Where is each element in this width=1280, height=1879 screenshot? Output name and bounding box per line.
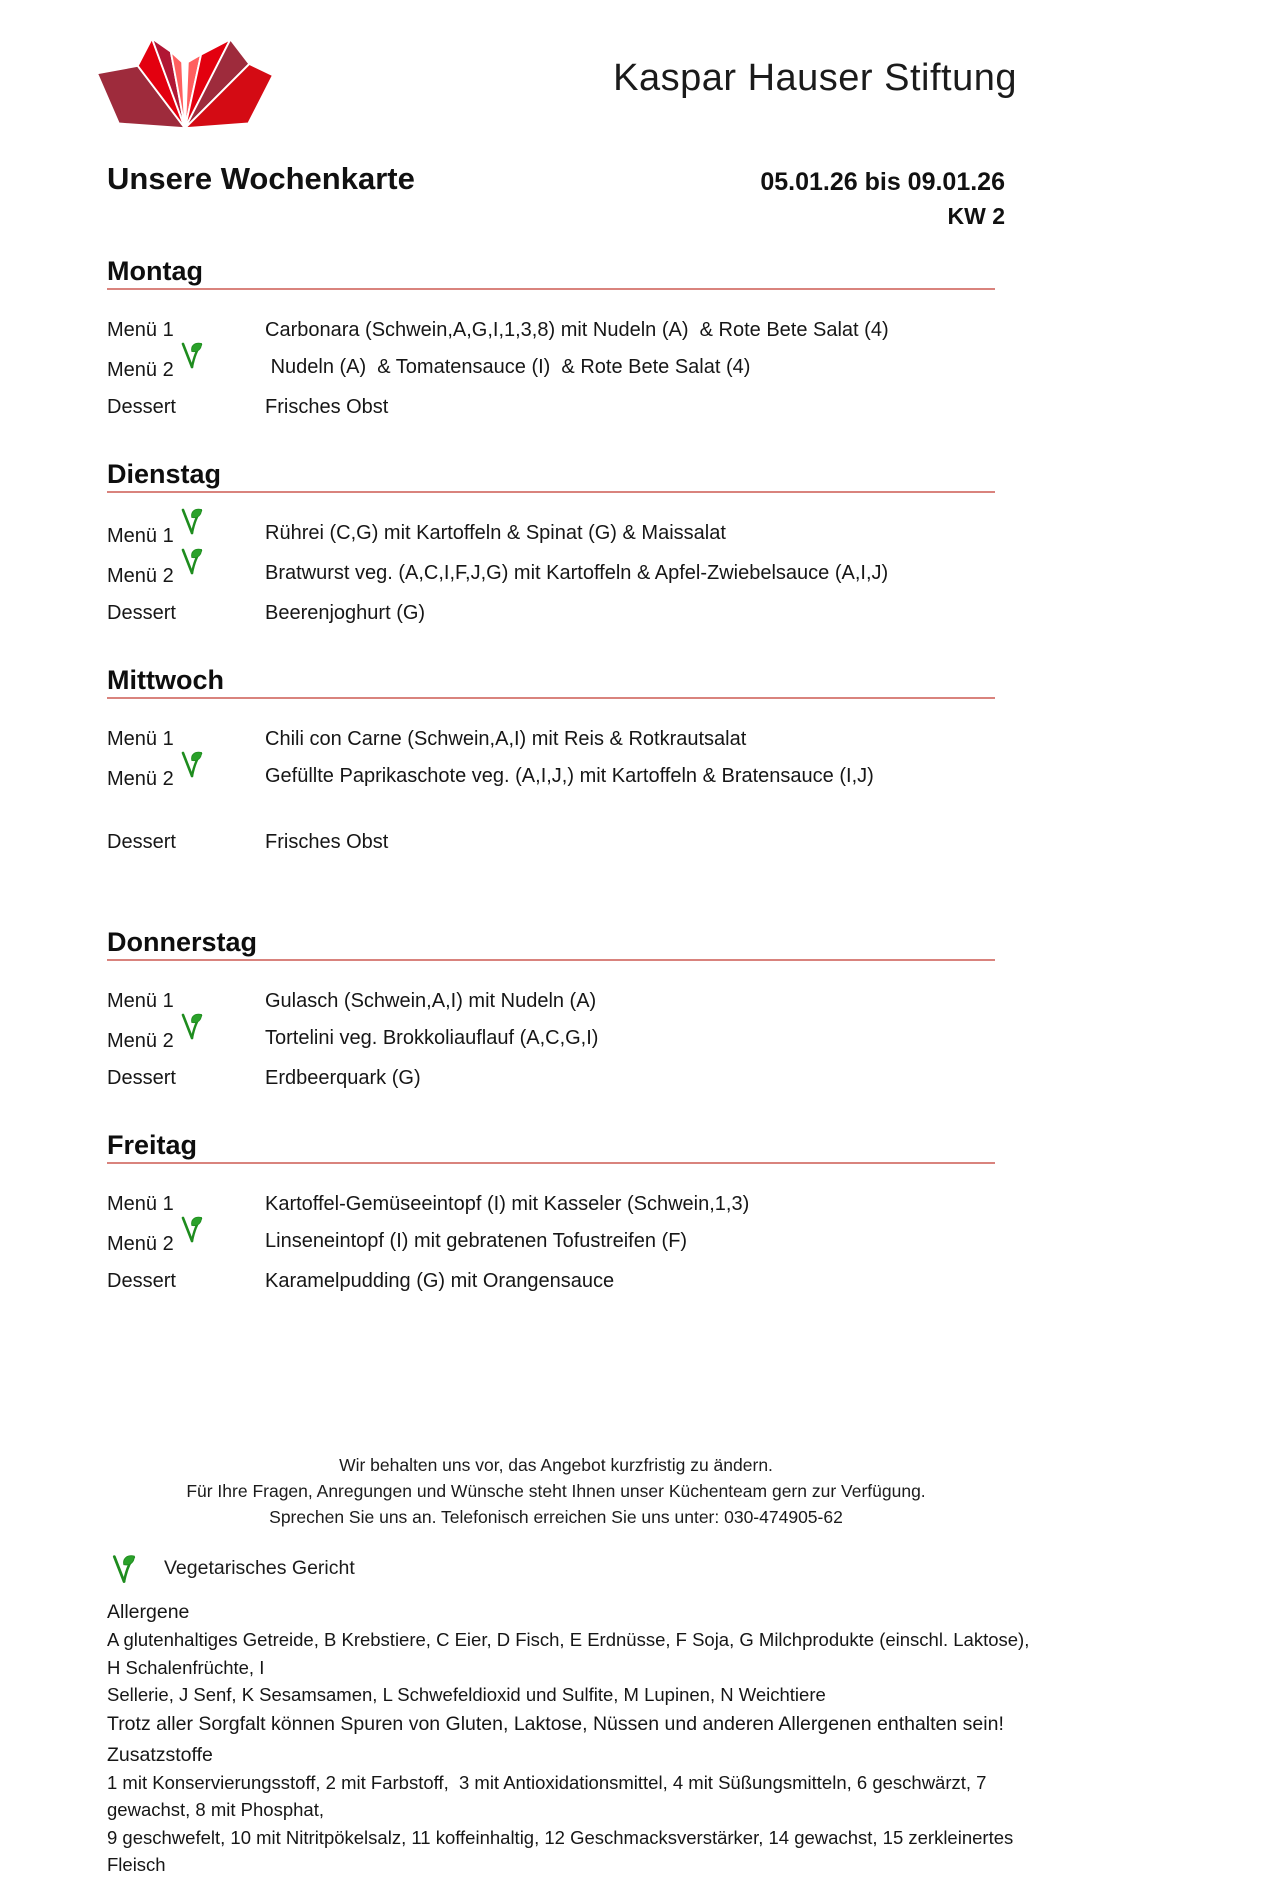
menu-row-dish: Kartoffel-Gemüseeintopf (I) mit Kasseler (Schwein,1,3) (265, 1193, 750, 1216)
menu-row-label: Dessert (107, 602, 176, 625)
menu-row-dish: Gulasch (Schwein,A,I) mit Nudeln (A) (265, 990, 597, 1013)
menu-row-label: Dessert (107, 1067, 176, 1090)
menu-row-label: Menü 1 (107, 728, 174, 751)
menu-row-dish: Karamelpudding (G) mit Orangensauce (265, 1270, 615, 1293)
menu-row-dish: Frisches Obst (265, 396, 389, 419)
menu-row (107, 389, 1005, 426)
day-section-donnerstag (107, 927, 1005, 1097)
day-heading: Montag (107, 256, 995, 290)
weekly-menu-page (107, 0, 1035, 1879)
menu-row (107, 312, 1005, 349)
day-heading: Freitag (107, 1130, 995, 1164)
menu-row-label: Menü 1 (107, 990, 174, 1013)
menu-row (107, 1060, 1005, 1097)
calendar-week: KW 2 (947, 203, 1005, 229)
menu-row-dish: Carbonara (Schwein,A,G,I,1,3,8) mit Nudeln (A) & Rote Bete Salat (4) (265, 319, 889, 342)
day-heading: Dienstag (107, 459, 995, 493)
day-heading: Donnerstag (107, 927, 995, 961)
menu-row-dish: Frisches Obst (265, 831, 389, 854)
allergens-list-line: Sellerie, J Senf, K Sesamsamen, L Schwefeldioxid und Sulfite, M Lupinen, N Weichtiere (107, 1684, 826, 1706)
week-row (107, 203, 1005, 230)
allergens-heading: Allergene (107, 1601, 190, 1624)
menu-row (107, 555, 1005, 595)
title-row (107, 161, 1005, 197)
menu-row-dish: Gefüllte Paprikaschote veg. (A,I,J,) mit Kartoffeln & Bratensauce (I,J) (265, 765, 874, 788)
vegetarian-legend (107, 1552, 1005, 1584)
vegetarian-icon (179, 546, 204, 575)
menu-row-label: Dessert (107, 396, 176, 419)
day-section-mittwoch (107, 665, 1005, 861)
notice-line: Wir behalten uns vor, das Angebot kurzfristig zu ändern. (339, 1455, 773, 1476)
allergens-section (107, 1598, 1035, 1739)
additives-list-line: 1 mit Konservierungsstoff, 2 mit Farbstoff, 3 mit Antioxidationsmittel, 4 mit Süßungsmitteln, 6 geschwärzt, 7 gewachst, 8 mit Phosphat, (107, 1771, 992, 1821)
menu-row (107, 1223, 1005, 1263)
day-section-montag (107, 256, 1005, 426)
allergens-list-line: A glutenhaltiges Getreide, B Krebstiere, C Eier, D Fisch, E Erdnüsse, F Soja, G Milchprodukte (einschl. Laktose), H Schalenfrüchte, I (107, 1629, 1035, 1678)
notice-line: Sprechen Sie uns an. Telefonisch erreichen Sie uns unter: 030-474905-62 (269, 1507, 843, 1528)
menu-row-label: Menü 2 (107, 1020, 265, 1060)
organization-name: Kaspar Hauser Stiftung (613, 57, 1017, 99)
page-title: Unsere Wochenkarte (107, 161, 415, 196)
menu-row (107, 595, 1005, 632)
menu-row (107, 1263, 1005, 1300)
day-section-dienstag (107, 459, 1005, 632)
menu-row-dish: Erdbeerquark (G) (265, 1067, 421, 1090)
day-heading: Mittwoch (107, 665, 995, 699)
menu-row-label: Dessert (107, 831, 176, 854)
vegetarian-icon (179, 1011, 204, 1040)
menu-row (107, 721, 1005, 758)
kitchen-notices (107, 1452, 1005, 1530)
menu-row (107, 349, 1005, 389)
day-section-freitag (107, 1130, 1005, 1300)
menu-row-label: Menü 2 (107, 555, 265, 595)
vegetarian-icon (179, 506, 204, 535)
menu-row (107, 758, 1005, 798)
vegetarian-legend-label: Vegetarisches Gericht (164, 1556, 355, 1579)
allergens-warning: Trotz aller Sorgfalt können Spuren von Gluten, Laktose, Nüssen und anderen Allergenen enthalten sein! (107, 1712, 1004, 1735)
menu-row-label: Menü 2 (107, 758, 265, 798)
vegetarian-icon (179, 749, 204, 778)
menu-row-dish: Bratwurst veg. (A,C,I,F,J,G) mit Kartoffeln & Apfel-Zwiebelsauce (A,I,J) (265, 562, 889, 585)
menu-row-label: Dessert (107, 1270, 176, 1293)
page-header (107, 25, 1017, 143)
menu-row-dish: Nudeln (A) & Tomatensauce (I) & Rote Bete Salat (4) (265, 356, 751, 379)
vegetarian-icon (179, 1214, 204, 1243)
date-range: 05.01.26 bis 09.01.26 (760, 168, 1005, 196)
additives-heading: Zusatzstoffe (107, 1743, 213, 1766)
menu-row (107, 824, 1005, 861)
additives-list-line: 9 geschwefelt, 10 mit Nitritpökelsalz, 11 koffeinhaltig, 12 Geschmacksverstärker, 14 gewachst, 15 zerkleinertes Fleisch (107, 1826, 1019, 1876)
notice-line: Für Ihre Fragen, Anregungen und Wünsche steht Ihnen unser Küchenteam gern zur Verfügung. (186, 1481, 926, 1502)
menu-row (107, 1020, 1005, 1060)
menu-row-label: Menü 2 (107, 349, 265, 389)
menu-row-dish: Linseneintopf (I) mit gebratenen Tofustreifen (F) (265, 1230, 688, 1253)
menu-row-label: Menü 1 (107, 1193, 174, 1216)
menu-row-dish: Chili con Carne (Schwein,A,I) mit Reis & Rotkrautsalat (265, 728, 747, 751)
vegetarian-icon (179, 340, 204, 369)
organization-logo-fan-icon (90, 28, 280, 132)
menu-row (107, 1186, 1005, 1223)
menu-row-dish: Rührei (C,G) mit Kartoffeln & Spinat (G) & Maissalat (265, 522, 726, 545)
menu-row (107, 515, 1005, 555)
menu-row-label: Menü 2 (107, 1223, 265, 1263)
menu-row-label: Menü 1 (107, 515, 265, 555)
menu-row-label: Menü 1 (107, 319, 174, 342)
menu-row (107, 983, 1005, 1020)
vegetarian-icon (110, 1552, 137, 1584)
menu-row-dish: Beerenjoghurt (G) (265, 602, 426, 625)
menu-row-dish: Tortelini veg. Brokkoliauflauf (A,C,G,I) (265, 1027, 599, 1050)
